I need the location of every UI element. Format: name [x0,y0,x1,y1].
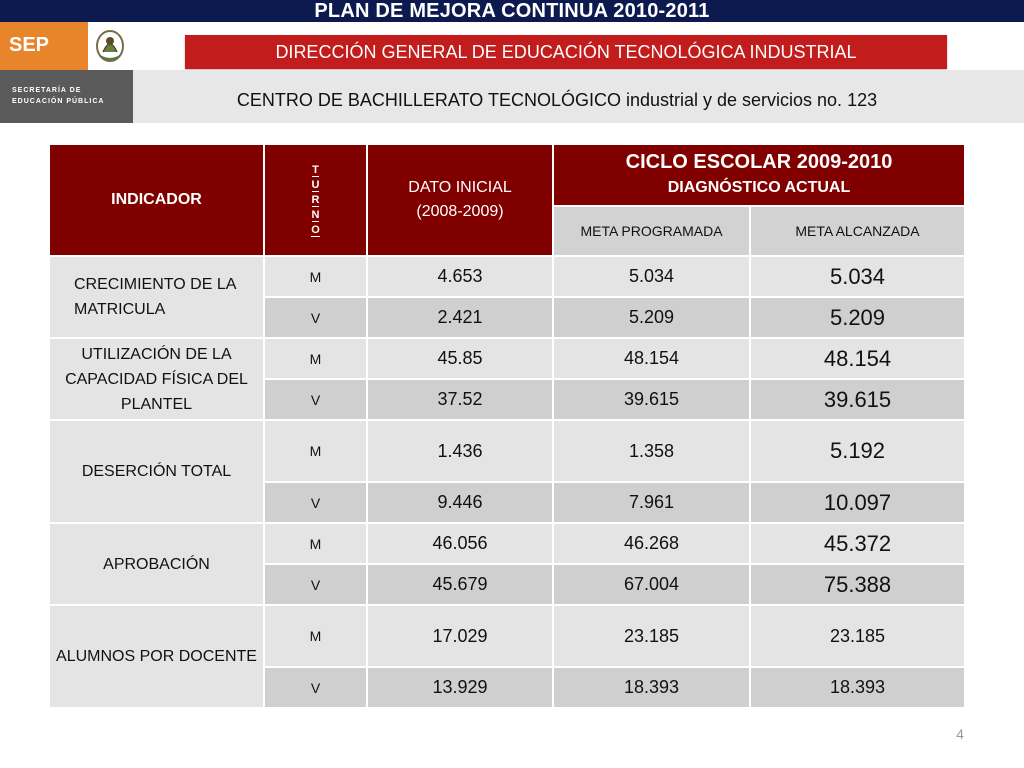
dato-inicial-cell: 45.679 [367,564,553,605]
dato-inicial-cell: 17.029 [367,605,553,667]
meta-alcanzada-cell: 5.034 [750,256,965,297]
header-dato-inicial [367,144,553,256]
meta-alcanzada-cell: 45.372 [750,523,965,564]
turno-cell: V [264,297,367,338]
header-dato-inicial-label: DATO INICIAL [408,179,512,196]
dato-inicial-cell: 45.85 [367,338,553,379]
page-number: 4 [956,726,964,742]
sep-logo-grey-block [0,70,133,123]
turno-cell: V [264,564,367,605]
dato-inicial-cell: 2.421 [367,297,553,338]
dato-inicial-cell: 13.929 [367,667,553,708]
turno-cell: V [264,667,367,708]
meta-programada-cell: 5.209 [553,297,750,338]
meta-programada-cell: 18.393 [553,667,750,708]
meta-programada-cell: 23.185 [553,605,750,667]
turno-cell: M [264,420,367,482]
indicator-name: ALUMNOS POR DOCENTE [49,605,264,708]
meta-programada-cell: 1.358 [553,420,750,482]
indicators-table [48,143,966,709]
meta-alcanzada-cell: 5.209 [750,297,965,338]
direction-banner: DIRECCIÓN GENERAL DE EDUCACIÓN TECNOLÓGICA INDUSTRIAL [185,35,947,69]
sep-logo-orange-block [0,22,88,70]
dato-inicial-cell: 1.436 [367,420,553,482]
turno-cell: V [264,379,367,420]
header-turno-text: T U R N O [311,163,320,236]
meta-programada-cell: 7.961 [553,482,750,523]
dato-inicial-cell: 9.446 [367,482,553,523]
turno-cell: M [264,256,367,297]
header-diagnostico-label: DIAGNÓSTICO ACTUAL [667,179,851,196]
turno-cell: V [264,482,367,523]
meta-programada-cell: 48.154 [553,338,750,379]
sep-logo [0,22,133,123]
meta-alcanzada-cell: 39.615 [750,379,965,420]
dato-inicial-cell: 46.056 [367,523,553,564]
school-name: CENTRO DE BACHILLERATO TECNOLÓGICO industrial y de servicios no. 123 [236,90,878,110]
meta-programada-cell: 46.268 [553,523,750,564]
national-seal-icon [88,22,133,70]
meta-programada-cell: 67.004 [553,564,750,605]
header-dato-inicial-period: (2008-2009) [416,203,504,220]
table-row [49,523,965,564]
meta-programada-cell: 5.034 [553,256,750,297]
sep-acronym: SEP [9,34,50,56]
header-ciclo-escolar [553,144,965,206]
indicator-name: CRECIMIENTO DE LA MATRICULA [49,256,264,338]
sep-logo-subtitle: SECRETARÍA DE EDUCACIÓN PÚBLICA [12,87,105,105]
table-row [49,256,965,297]
header-turno [264,144,367,256]
slide-title: PLAN DE MEJORA CONTINUA 2010-2011 [0,0,1024,22]
meta-alcanzada-cell: 5.192 [750,420,965,482]
turno-cell: M [264,523,367,564]
meta-programada-cell: 39.615 [553,379,750,420]
dato-inicial-cell: 4.653 [367,256,553,297]
table-row [49,338,965,379]
meta-alcanzada-cell: 23.185 [750,605,965,667]
table-row [49,420,965,482]
header-meta-programada: META PROGRAMADA [553,206,750,256]
meta-alcanzada-cell: 18.393 [750,667,965,708]
meta-alcanzada-cell: 75.388 [750,564,965,605]
indicator-name: APROBACIÓN [49,523,264,605]
turno-cell: M [264,605,367,667]
header-indicador: INDICADOR [49,144,264,256]
meta-alcanzada-cell: 10.097 [750,482,965,523]
header-ciclo-label: CICLO ESCOLAR 2009-2010 [625,151,893,173]
table-row [49,605,965,667]
indicator-name: DESERCIÓN TOTAL [49,420,264,523]
turno-cell: M [264,338,367,379]
indicator-name: UTILIZACIÓN DE LA CAPACIDAD FÍSICA DEL PLANTEL [49,338,264,420]
header-meta-alcanzada: META ALCANZADA [750,206,965,256]
meta-alcanzada-cell: 48.154 [750,338,965,379]
dato-inicial-cell: 37.52 [367,379,553,420]
